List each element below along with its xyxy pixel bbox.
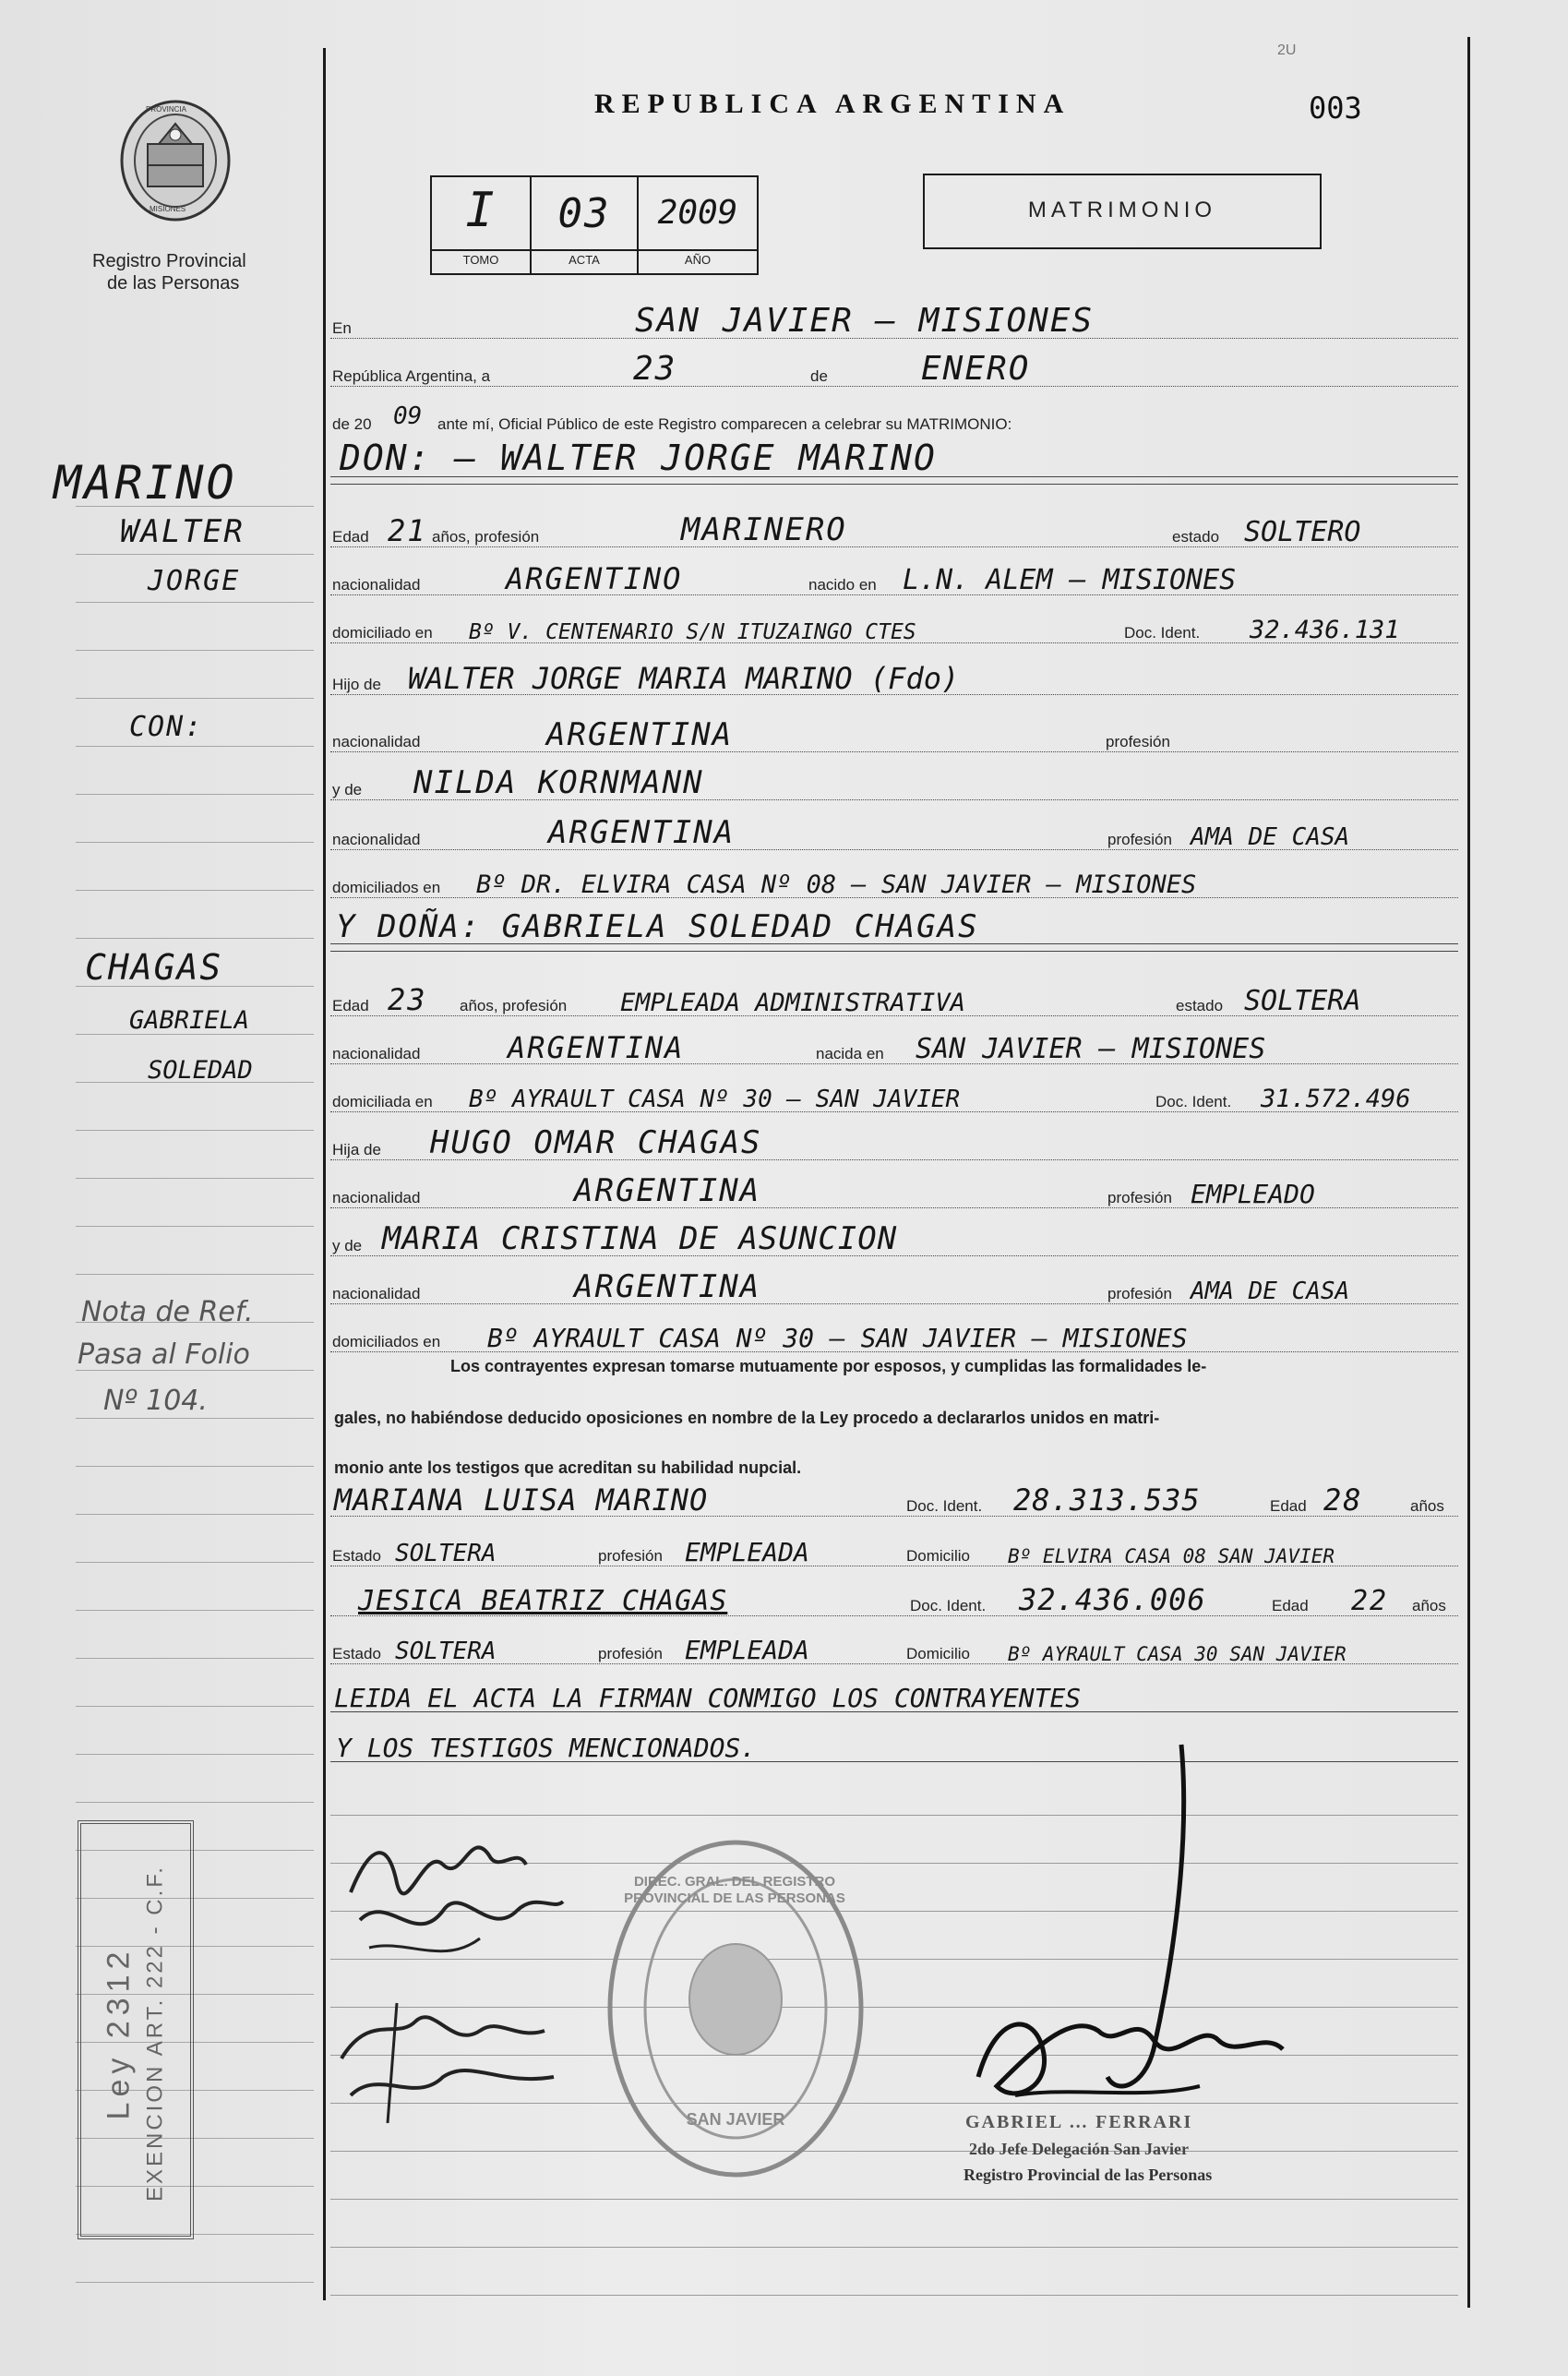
groom-address: Bº V. CENTENARIO S/N ITUZAINGO CTES: [469, 620, 916, 644]
row-groom-address: [330, 600, 1458, 646]
right-border: [1467, 37, 1470, 2308]
witness1-edad-label: Edad: [1270, 1497, 1307, 1515]
left-margin-border: [323, 48, 326, 2300]
intro-text: ante mí, Oficial Público de este Registro comparecen a celebrar su MATRIMONIO:: [437, 415, 1012, 433]
closing-line-2: Y LOS TESTIGOS MENCIONADOS.: [336, 1733, 757, 1763]
margin-rule-line: [76, 1274, 314, 1275]
row-groom-father-nat: [330, 709, 1458, 755]
day: 23: [633, 350, 677, 388]
bride-father-profession: EMPLEADO: [1191, 1179, 1315, 1209]
exemption-line1: Ley 2312: [101, 1946, 137, 2120]
bride-hija-label: Hija de: [332, 1141, 381, 1158]
margin-rule-line: [76, 1226, 314, 1227]
groom-age: 21: [388, 513, 427, 548]
bride-nac-label: nacionalidad: [332, 1045, 421, 1062]
margin-rule-line: [76, 1418, 314, 1419]
row-bride-age: [330, 973, 1458, 1019]
bride-parents-dom-label: domiciliados en: [332, 1333, 441, 1350]
margin-rule-line: [76, 2282, 314, 2283]
bride-dom-label: domiciliada en: [332, 1093, 433, 1110]
country-title: REPUBLICA ARGENTINA: [594, 89, 1071, 119]
en-label: En: [332, 319, 352, 337]
acta-label: ACTA: [569, 253, 600, 267]
margin-bride-surname: CHAGAS: [85, 947, 223, 988]
witness2-edad-label: Edad: [1272, 1597, 1309, 1614]
groom-doc-label: Doc. Ident.: [1124, 624, 1201, 642]
row-bride-parents-address: [330, 1309, 1458, 1355]
formal-text-1: Los contrayentes expresan tomarse mutuamente por esposos, y cumplidas las formalidades le-: [450, 1357, 1207, 1375]
groom-mother-profession: AMA DE CASA: [1191, 823, 1350, 851]
row-witness2-name: [330, 1573, 1458, 1619]
row-groom-age: [330, 504, 1458, 550]
witness2-doc-label: Doc. Ident.: [910, 1597, 987, 1614]
page-corner-mark: 2U: [1277, 42, 1297, 58]
registry-name-line2: de las Personas: [107, 273, 240, 294]
groom-father-nat-label: nacionalidad: [332, 733, 421, 750]
margin-conjunction: CON:: [129, 711, 204, 743]
bride-father-nationality: ARGENTINA: [574, 1172, 761, 1209]
margin-rule-line: [76, 890, 314, 891]
groom-anos-label: años, profesión: [432, 528, 540, 546]
official-signature: [960, 1735, 1329, 2142]
groom-birthplace: L.N. ALEM – MISIONES: [903, 564, 1237, 596]
bride-father: HUGO OMAR CHAGAS: [430, 1124, 762, 1161]
groom-mother-nationality: ARGENTINA: [548, 814, 736, 851]
body-rule-line: [330, 2295, 1458, 2296]
margin-rule-line: [76, 1514, 314, 1515]
margin-groom-surname: MARINO: [54, 456, 237, 510]
year-suffix: 09: [393, 402, 423, 430]
groom-parents-dom-label: domiciliados en: [332, 879, 441, 896]
seal-lettering-top: PROVINCIA: [146, 105, 187, 114]
margin-rule-line: [76, 1178, 314, 1179]
witness2-doc: 32.436.006: [1019, 1582, 1206, 1617]
row-closing-1: [330, 1669, 1458, 1715]
body-rule-line: [330, 2199, 1458, 2200]
witness2-dom-label: Domicilio: [906, 1645, 970, 1662]
row-bride-father: [330, 1117, 1458, 1163]
register-reference-box: [430, 175, 759, 275]
official-round-stamp: [605, 1837, 866, 2180]
bride-estado-label: estado: [1176, 997, 1224, 1014]
formal-text-2: gales, no habiéndose deducido oposiciones en nombre de la Ley procedo a declararlos unidos en matri-: [334, 1409, 1160, 1427]
bride-nacida-label: nacida en: [816, 1045, 884, 1062]
groom-edad-label: Edad: [332, 528, 369, 546]
bride-parents-address: Bº AYRAULT CASA Nº 30 – SAN JAVIER – MISIONES: [487, 1323, 1188, 1353]
row-bride-mother-nat: [330, 1261, 1458, 1307]
witness1-address: Bº ELVIRA CASA 08 SAN JAVIER: [1008, 1545, 1335, 1567]
closing-line-1: LEIDA EL ACTA LA FIRMAN CONMIGO LOS CONTRAYENTES: [334, 1683, 1082, 1713]
groom-nac-label: nacionalidad: [332, 576, 421, 594]
witness2-age: 22: [1351, 1585, 1389, 1617]
witness1-anos-label: años: [1410, 1497, 1444, 1515]
bride-mother-profession: AMA DE CASA: [1191, 1278, 1350, 1305]
row-groom-mother-nat: [330, 807, 1458, 853]
witness2-estado-label: Estado: [332, 1645, 381, 1662]
exemption-line2: EXENCION ART. 222 - C.F.: [142, 1865, 168, 2202]
groom-nationality: ARGENTINO: [506, 561, 683, 596]
bride-full-name: Y DOÑA: GABRIELA SOLEDAD CHAGAS: [336, 908, 979, 945]
margin-rule-line: [76, 554, 314, 555]
bride-profession: EMPLEADA ADMINISTRATIVA: [620, 989, 965, 1017]
de-label: de: [810, 367, 828, 385]
witness1-status: SOLTERA: [395, 1540, 497, 1567]
month: ENERO: [921, 350, 1031, 388]
tomo-value: I: [465, 183, 497, 238]
groom-mother: NILDA KORNMANN: [413, 764, 704, 801]
anio-value: 2009: [657, 194, 738, 232]
groom-mother-nat-label: nacionalidad: [332, 831, 421, 848]
row-bride-mother: [330, 1213, 1458, 1259]
groom-full-name: DON: – WALTER JORGE MARINO: [340, 438, 937, 478]
margin-rule-line: [76, 1610, 314, 1611]
witness2-name: JESICA BEATRIZ CHAGAS: [358, 1585, 728, 1617]
witness1-doc-label: Doc. Ident.: [906, 1497, 983, 1515]
row-groom-parents-address: [330, 855, 1458, 901]
formal-text-3: monio ante los testigos que acreditan su habilidad nupcial.: [334, 1458, 802, 1477]
groom-father-nationality: ARGENTINA: [546, 716, 734, 753]
bride-doc: 31.572.496: [1261, 1085, 1411, 1113]
witness2-prof-label: profesión: [598, 1645, 663, 1662]
witness1-estado-label: Estado: [332, 1547, 381, 1565]
margin-rule-line: [76, 1466, 314, 1467]
groom-hijo-label: Hijo de: [332, 676, 381, 693]
groom-dom-label: domiciliado en: [332, 624, 433, 642]
groom-estado-label: estado: [1172, 528, 1220, 546]
republica-label: República Argentina, a: [332, 367, 491, 385]
bride-doc-label: Doc. Ident.: [1155, 1093, 1232, 1110]
bride-nationality: ARGENTINA: [508, 1030, 685, 1065]
margin-rule-line: [76, 842, 314, 843]
margin-rule-line: [76, 794, 314, 795]
margin-rule-line: [76, 1130, 314, 1131]
page-number: 003: [1309, 90, 1362, 126]
anio-label: AÑO: [684, 253, 712, 267]
margin-rule-line: [76, 1802, 314, 1803]
groom-doc: 32.436.131: [1250, 616, 1400, 644]
groom-status: SOLTERO: [1244, 516, 1361, 548]
witness2-anos-label: años: [1412, 1597, 1446, 1614]
row-intro: [330, 391, 1458, 438]
witness2-address: Bº AYRAULT CASA 30 SAN JAVIER: [1008, 1643, 1347, 1665]
seal-lettering-bottom: MISIONES: [150, 205, 186, 213]
margin-rule-line: [76, 1754, 314, 1755]
margin-rule-line: [76, 938, 314, 939]
groom-parents-address: Bº DR. ELVIRA CASA Nº 08 – SAN JAVIER – MISIONES: [476, 870, 1197, 899]
row-groom-underline: [330, 460, 1458, 487]
row-bride-underline: [330, 927, 1458, 954]
groom-father: WALTER JORGE MARIA MARINO (Fdo): [408, 661, 960, 696]
row-bride-nationality: [330, 1021, 1458, 1067]
groom-profession: MARINERO: [681, 511, 847, 548]
witness2-status: SOLTERA: [395, 1638, 497, 1665]
row-place: [330, 295, 1458, 342]
official-title: 2do Jefe Delegación San Javier: [969, 2140, 1189, 2158]
row-groom-nationality: [330, 552, 1458, 598]
bride-mother: MARIA CRISTINA DE ASUNCION: [382, 1220, 898, 1257]
margin-note-line-1: Nota de Ref.: [81, 1296, 254, 1328]
margin-rule-line: [76, 1706, 314, 1707]
groom-father-prof-label: profesión: [1106, 733, 1170, 750]
exemption-stamp: [78, 1820, 194, 2239]
bride-mother-nat-label: nacionalidad: [332, 1285, 421, 1302]
witness1-dom-label: Domicilio: [906, 1547, 970, 1565]
stamp-bottom-text: SAN JAVIER: [686, 2110, 785, 2129]
bride-address: Bº AYRAULT CASA Nº 30 – SAN JAVIER: [469, 1086, 961, 1113]
record-type: MATRIMONIO: [1027, 198, 1217, 222]
bride-mother-prof-label: profesión: [1107, 1285, 1172, 1302]
row-bride-address: [330, 1069, 1458, 1115]
row-bride-father-nat: [330, 1165, 1458, 1211]
bride-anos-label: años, profesión: [460, 997, 568, 1014]
place: SAN JAVIER – MISIONES: [635, 302, 1095, 340]
bride-status: SOLTERA: [1244, 985, 1361, 1017]
margin-bride-given-2: SOLEDAD: [148, 1056, 253, 1085]
margin-rule-line: [76, 602, 314, 603]
witness2-profession: EMPLEADA: [685, 1635, 809, 1665]
bride-yde-label: y de: [332, 1237, 363, 1254]
margin-rule-line: [76, 1658, 314, 1659]
bride-father-nat-label: nacionalidad: [332, 1189, 421, 1206]
margin-rule-line: [76, 698, 314, 699]
row-witness1-details: [330, 1523, 1458, 1569]
year-prefix: de 20: [332, 415, 372, 433]
margin-rule-line: [76, 650, 314, 651]
margin-bride-given-1: GABRIELA: [129, 1006, 250, 1035]
stamp-ring-text: DIREC. GRAL. DEL REGISTRO PROVINCIAL DE LAS PERSONAS: [624, 1874, 845, 1906]
margin-rule-line: [76, 1562, 314, 1563]
official-office: Registro Provincial de las Personas: [964, 2166, 1213, 2184]
registry-name-line1: Registro Provincial: [92, 251, 246, 271]
witness1-doc: 28.313.535: [1013, 1482, 1201, 1518]
acta-value: 03: [557, 190, 611, 237]
margin-groom-given-2: JORGE: [148, 565, 241, 597]
margin-rule-line: [76, 746, 314, 747]
official-name: GABRIEL … FERRARI: [965, 2112, 1193, 2132]
row-witness1-name: [330, 1473, 1458, 1519]
witness1-age: 28: [1323, 1482, 1363, 1518]
margin-note-line-2: Pasa al Folio: [78, 1338, 250, 1371]
groom-yde-label: y de: [332, 781, 363, 798]
margin-groom-given-1: WALTER: [120, 513, 245, 550]
row-groom-father: [330, 652, 1458, 698]
body-rule-line: [330, 2247, 1458, 2248]
witness1-profession: EMPLEADA: [685, 1537, 809, 1567]
tomo-label: TOMO: [462, 253, 499, 267]
record-type-box: [923, 174, 1322, 249]
bride-mother-nationality: ARGENTINA: [574, 1268, 761, 1305]
margin-note-line-3: Nº 104.: [103, 1385, 208, 1417]
contrayentes-signatures: [332, 1809, 572, 2142]
bride-birthplace: SAN JAVIER – MISIONES: [916, 1033, 1266, 1065]
groom-mother-prof-label: profesión: [1107, 831, 1172, 848]
bride-father-prof-label: profesión: [1107, 1189, 1172, 1206]
row-witness2-details: [330, 1621, 1458, 1667]
bride-edad-label: Edad: [332, 997, 369, 1014]
bride-age: 23: [388, 982, 427, 1017]
witness1-name: MARIANA LUISA MARINO: [334, 1482, 709, 1518]
witness1-prof-label: profesión: [598, 1547, 663, 1565]
groom-nacido-label: nacido en: [808, 576, 877, 594]
row-groom-mother: [330, 757, 1458, 803]
body-rule-line: [330, 2151, 1458, 2152]
row-date: [330, 343, 1458, 390]
